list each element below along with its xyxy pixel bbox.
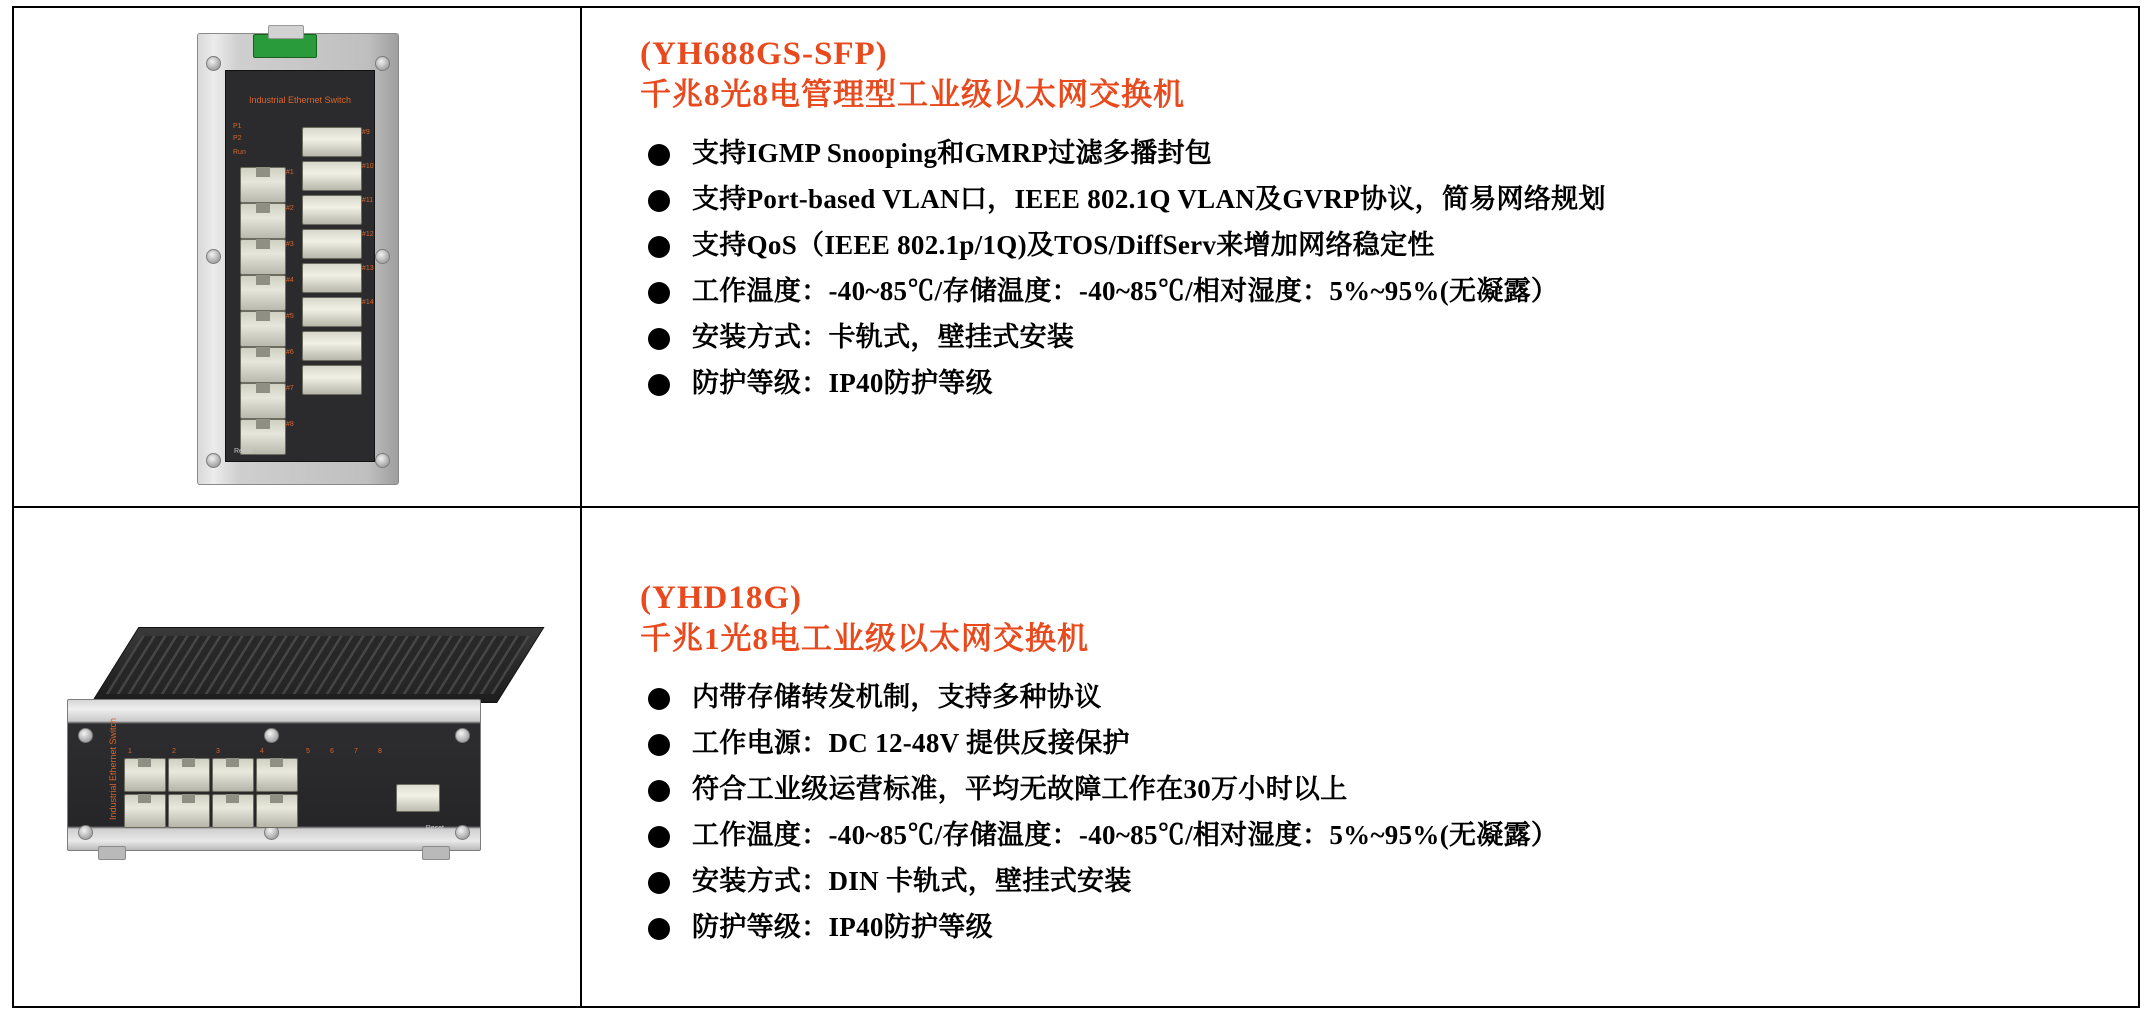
screw-icon [206,249,221,264]
port-number-label: #6 [286,349,294,356]
port-number-label: #14 [362,299,374,306]
bullet-icon [648,780,670,802]
screw-icon [455,728,470,743]
list-item [648,367,2118,400]
feature-text: 支持IGMP Snooping和GMRP过滤多播封包 [692,138,1213,168]
list-item [648,321,2118,354]
led-label-p2: P2 [233,135,242,142]
product-table [12,6,2140,1008]
table-row [13,507,2139,1007]
port-number-label: 4 [260,748,264,755]
screw-icon [264,728,279,743]
port-number-label: 3 [216,748,220,755]
led-label-p1: P1 [233,123,242,130]
list-item [648,681,2118,714]
rj45-port [240,347,286,383]
switch-illustration-vertical [177,17,417,497]
product-image-cell-1 [13,7,581,507]
feature-text: 支持Port-based VLAN口，IEEE 802.1Q VLAN及GVRP协议，简易网络规划 [692,183,1606,214]
device-brand-text: Industrial Ethernet Switch [248,95,352,105]
led-label-run: Run [233,149,246,156]
rj45-port [240,239,286,275]
product-details-2 [582,508,2138,1006]
screw-icon [455,825,470,840]
sfp-slot [396,784,440,812]
port-number-label: 6 [330,748,334,755]
feature-text: 防护等级：IP40防护等级 [692,367,993,398]
feature-text: 支持QoS（IEEE 802.1p/1Q)及TOS/DiffServ来增加网络稳定性 [692,229,1435,260]
rj45-port [240,311,286,347]
port-number-label: #10 [362,163,374,170]
product-photo-2 [14,508,580,1006]
sfp-slot [302,263,362,293]
feature-text: 工作电源：DC 12-48V 提供反接保护 [692,727,1130,758]
port-number-label: #13 [362,265,374,272]
list-item [648,819,2118,852]
power-terminal-block [253,34,317,58]
screw-icon [375,249,390,264]
product-subtitle-1: 千兆8光8电管理型工业级以太网交换机 [640,77,1185,113]
reset-label: Reset [234,448,253,455]
product-photo-1 [14,8,580,506]
port-number-label: #12 [362,231,374,238]
bullet-icon [648,688,670,710]
list-item [648,773,2118,806]
rj45-port [212,794,254,828]
screw-icon [78,825,93,840]
rj45-port [168,794,210,828]
sfp-slot [302,365,362,395]
bullet-icon [648,374,670,396]
port-number-label: 1 [128,748,132,755]
feature-text: 防护等级：IP40防护等级 [692,911,993,942]
port-number-label: 5 [306,748,310,755]
sfp-slot [302,127,362,157]
list-item [648,137,2118,170]
list-item [648,727,2118,760]
bullet-icon [648,826,670,848]
feature-text: 符合工业级运营标准，平均无故障工作在30万小时以上 [692,773,1348,804]
rj45-port [256,758,298,792]
device-foot [98,846,126,860]
screw-icon [78,728,93,743]
port-number-label: 2 [172,748,176,755]
screw-icon [375,453,390,468]
list-item [648,275,2118,308]
device-brand-text: Industrial Ethernet Switch [108,717,118,820]
sfp-slot [302,195,362,225]
bullet-icon [648,918,670,940]
screw-icon [375,56,390,71]
list-item [648,229,2118,262]
product-model-1: (YH688GS-SFP) [640,36,888,72]
device-foot [422,846,450,860]
bullet-icon [648,734,670,756]
feature-text: 工作温度：-40~85℃/存储温度：-40~85℃/相对湿度：5%~95%(无凝露） [692,275,1559,306]
device-front-panel [225,70,375,462]
list-item [648,865,2118,898]
port-number-label: 8 [378,748,382,755]
port-number-label: #2 [286,205,294,212]
product-subtitle-2: 千兆1光8电工业级以太网交换机 [640,621,1089,657]
screw-icon [206,56,221,71]
bullet-icon [648,236,670,258]
port-number-label: #5 [286,313,294,320]
list-item [648,183,2118,216]
port-number-label: #3 [286,241,294,248]
port-number-label: #9 [362,129,370,136]
list-item [648,911,2118,944]
rj45-port [240,203,286,239]
port-number-label: #8 [286,421,294,428]
sfp-slot [302,331,362,361]
bullet-icon [648,190,670,212]
port-number-label: #4 [286,277,294,284]
rj45-port [124,794,166,828]
rj45-port [240,275,286,311]
product-text-cell-1 [581,7,2139,507]
rj45-port [212,758,254,792]
port-number-label: #7 [286,385,294,392]
feature-list-2 [640,681,2118,944]
port-number-label: 7 [354,748,358,755]
rj45-port [168,758,210,792]
rj45-port [124,758,166,792]
screw-icon [206,453,221,468]
product-model-2: (YHD18G) [640,580,802,616]
product-text-cell-2 [581,507,2139,1007]
port-number-label: #1 [286,169,294,176]
sfp-slot [302,297,362,327]
product-details-1 [582,8,2138,506]
sfp-slot [302,229,362,259]
feature-text: 安装方式：卡轨式，壁挂式安装 [692,321,1075,352]
rj45-port [256,794,298,828]
feature-text: 内带存储转发机制，支持多种协议 [692,682,1102,712]
device-top-heatsink [91,627,544,703]
table-row [13,7,2139,507]
bullet-icon [648,872,670,894]
switch-illustration-horizontal [57,627,537,887]
bullet-icon [648,282,670,304]
rj45-port [240,383,286,419]
feature-text: 安装方式：DIN 卡轨式，壁挂式安装 [692,865,1132,896]
port-number-label: #11 [362,197,374,204]
reset-label: Reset [425,825,444,832]
feature-list-1 [640,137,2118,400]
sfp-slot [302,161,362,191]
heatsink-fins [106,636,530,694]
device-front-panel [67,699,481,851]
feature-text: 工作温度：-40~85℃/存储温度：-40~85℃/相对湿度：5%~95%(无凝露） [692,819,1559,850]
bullet-icon [648,328,670,350]
bullet-icon [648,144,670,166]
device-chassis [197,33,399,485]
rj45-port [240,167,286,203]
product-image-cell-2 [13,507,581,1007]
